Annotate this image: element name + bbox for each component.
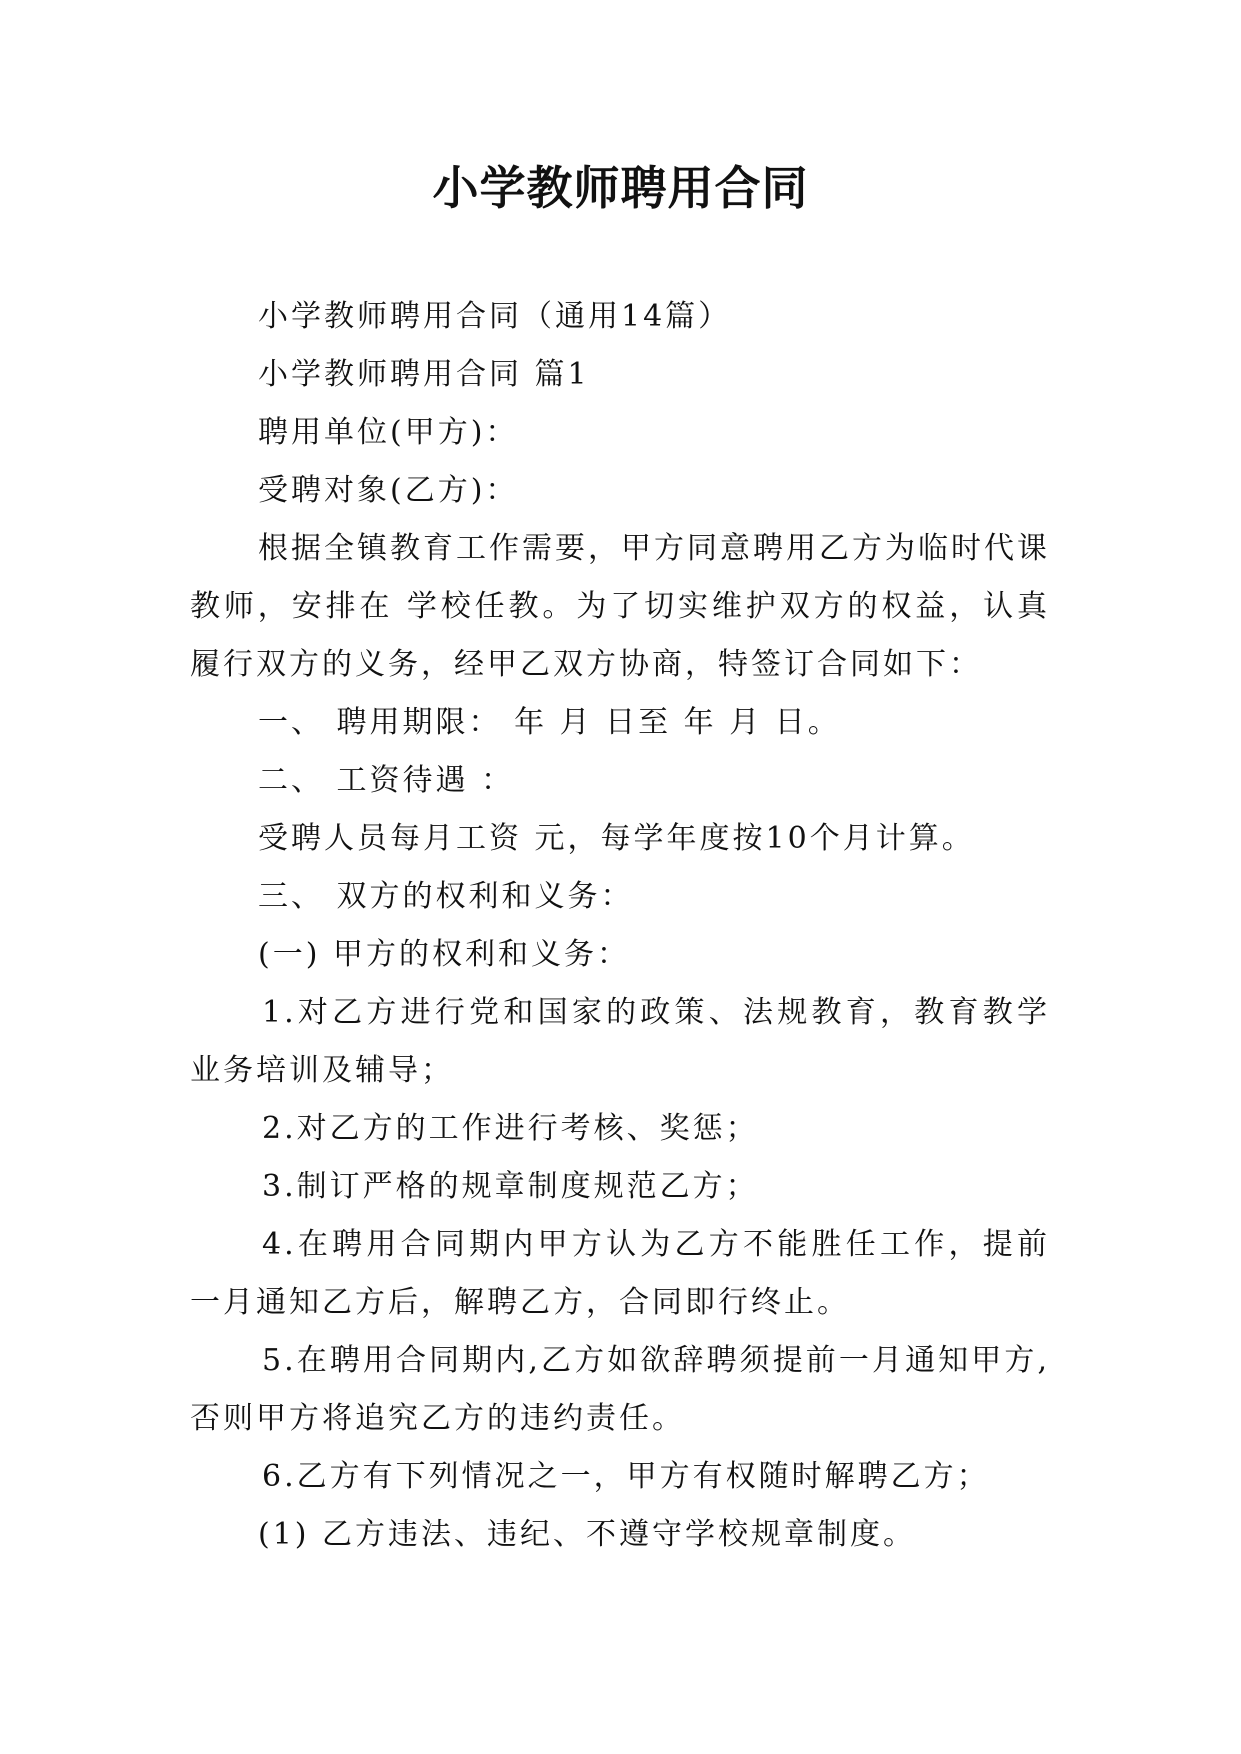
paragraph-employer: 聘用单位(甲方)： xyxy=(258,415,519,450)
paragraph-preamble: 根据全镇教育工作需要，甲方同意聘用乙方为临时代课教师，安排在 学校任教。为了切实维护双方的权益，认真履行双方的义务，经甲乙双方协商，特签订合同如下： xyxy=(190,531,1050,682)
paragraph-item-4: 4.在聘用合同期内甲方认为乙方不能胜任工作，提前一月通知乙方后，解聘乙方，合同即行终止。 xyxy=(190,1227,1050,1320)
paragraph-term: 一、 聘用期限： 年 月 日至 年 月 日。 xyxy=(258,705,841,740)
document-body xyxy=(190,288,1050,1564)
paragraph-rights-heading: 三、 双方的权利和义务： xyxy=(258,879,634,914)
document-title: 小学教师聘用合同 xyxy=(432,161,809,215)
paragraph-item-2: 2.对乙方的工作进行考核、奖惩； xyxy=(262,1111,759,1146)
paragraph-employee: 受聘对象(乙方)： xyxy=(258,473,519,508)
paragraph-party-a-heading: (一) 甲方的权利和义务： xyxy=(258,937,630,972)
paragraph-salary: 受聘人员每月工资 元，每学年度按10个月计算。 xyxy=(258,821,975,856)
paragraph-salary-heading: 二、 工资待遇 ： xyxy=(258,763,515,798)
paragraph-item-3: 3.制订严格的规章制度规范乙方； xyxy=(262,1169,759,1204)
paragraph-subtitle: 小学教师聘用合同（通用14篇） xyxy=(258,299,732,334)
paragraph-item-5: 5.在聘用合同期内,乙方如欲辞聘须提前一月通知甲方,否则甲方将追究乙方的违约责任。 xyxy=(190,1343,1050,1436)
paragraph-item-1: 1.对乙方进行党和国家的政策、法规教育，教育教学业务培训及辅导； xyxy=(190,995,1050,1088)
paragraph-part-heading: 小学教师聘用合同 篇1 xyxy=(258,357,590,392)
paragraph-item-6: 6.乙方有下列情况之一，甲方有权随时解聘乙方； xyxy=(262,1459,990,1494)
paragraph-subitem-1: (1) 乙方违法、违纪、不遵守学校规章制度。 xyxy=(258,1517,917,1552)
